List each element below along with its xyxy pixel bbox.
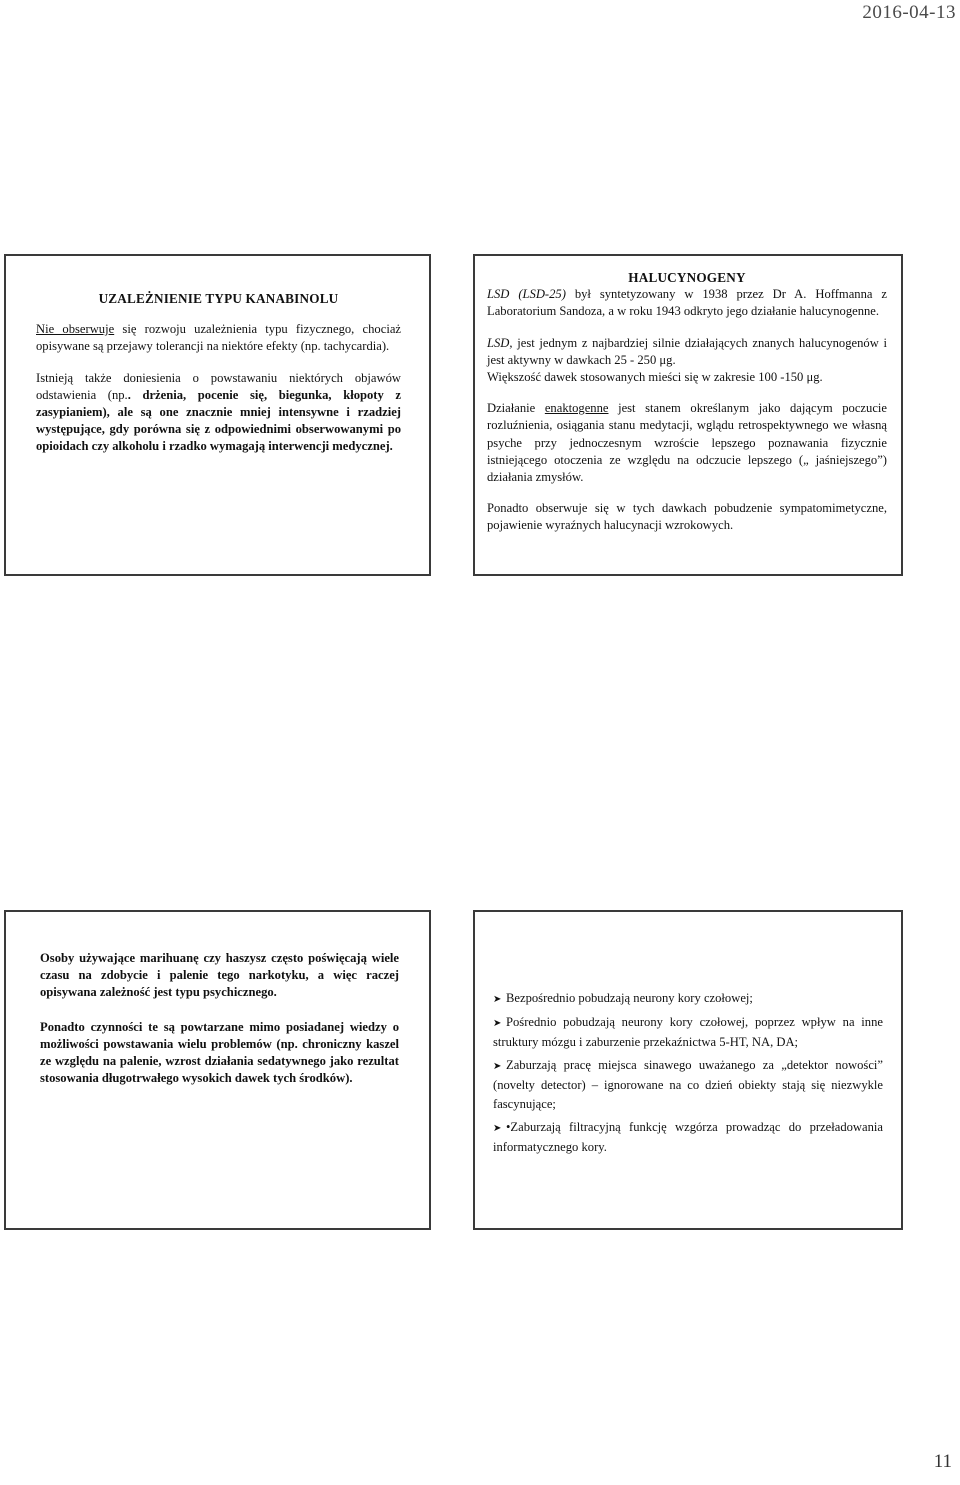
paragraph-text: Działanie (487, 401, 545, 416)
list-item (493, 1056, 883, 1114)
paragraph-text: jest stanem określanym jako dającym poczucie rozluźnienia, osiągania stanu medytacji, wglądu retrospektywnego we własną psyche przy jednoczesnym wzroście lepszego poznawania fizycznie istniejącego otoczenia ze względu na odczucie lepszego („ jaśniejszego”) działania zmysłów. (487, 401, 887, 485)
paragraph (487, 335, 887, 369)
paragraph-text: był syntetyzowany w 1938 przez Dr A. Hoffmanna z Laboratorium Sandoza, a w roku 1943 odkryto jego działanie halucynogenne. (487, 287, 887, 319)
paragraph-text: Istnieją także doniesienia o powstawaniu niektórych objawów odstawienia (np. (36, 370, 401, 402)
paragraph: Ponadto czynności te są powtarzane mimo posiadanej wiedzy o możliwości powstawania wielu problemów (np. chroniczny kaszel ze względu na palenie, wzrost działania sedatywnego jako rezultat stosowania długotrwałego wysokich dawek tych środków). (40, 1019, 399, 1086)
list-item (493, 1013, 883, 1052)
paragraph (487, 400, 887, 486)
slide-uzaleznienie-psychiczne (4, 910, 431, 1230)
list-item-text: •Zaburzają filtracyjną funkcję wzgórza prowadząc do przeładowania informatycznego kory. (493, 1120, 883, 1154)
paragraph (36, 370, 401, 456)
paragraph-text: się rozwoju uzależnienia typu fizycznego, chociaż opisywane są przejawy tolerancji na niektóre efekty (np. tachycardia). (36, 322, 401, 354)
page-date: 2016-04-13 (862, 2, 956, 23)
arrowhead-bullet-icon: ➤ (493, 1061, 502, 1072)
slide-mechanizmy-dzialania (473, 910, 903, 1230)
underlined-term: enaktogenne (544, 401, 609, 416)
slide-halucynogeny (473, 254, 903, 576)
paragraph-text: jest jednym z najbardziej silnie działających znanych halucynogenów i jest aktywny w dawkach 25 - 250 μg. (487, 335, 887, 367)
list-item (493, 1118, 883, 1157)
paragraph (36, 321, 401, 355)
arrowhead-bullet-icon: ➤ (493, 1123, 502, 1134)
paragraph: Ponadto obserwuje się w tych dawkach pobudzenie sympatomimetyczne, pojawienie wyraźnych halucynacji wzrokowych. (487, 501, 887, 533)
paragraph (487, 286, 887, 320)
list-item (493, 989, 883, 1009)
paragraph: Większość dawek stosowanych mieści się w zakresie 100 -150 μg. (487, 370, 823, 385)
slide-kanabinol (4, 254, 431, 576)
list-item-text: Zaburzają pracę miejsca sinawego uważanego za „detektor nowości” (novelty detector) – ignorowane na co dzień obiekty stają się niezwykle fascynujące; (493, 1058, 883, 1111)
list-item-text: Pośrednio pobudzają neurony kory czołowej, poprzez wpływ na inne struktury mózgu i zaburzenie przekaźnictwa 5-HT, NA, DA; (493, 1015, 883, 1049)
paragraph: Osoby używające marihuanę czy haszysz często poświęcają wiele czasu na zdobycie i palenie tego narkotyku, a więc raczej opisywana zależność jest typu psychicznego. (40, 951, 399, 1000)
italic-term: LSD (LSD-25) (487, 287, 566, 302)
underlined-phrase: Nie obserwuje (36, 322, 115, 337)
arrowhead-bullet-icon: ➤ (493, 1018, 502, 1029)
page-number: 11 (933, 1451, 952, 1472)
slide-title: UZALEŻNIENIE TYPU KANABINOLU (98, 291, 339, 306)
paragraph-bold-text: . drżenia, pocenie się, biegunka, kłopoty z zasypianiem), ale są one znacznie mniej intensywne i rzadziej występujące, gdy porówna się z odpowiednimi obserwowanymi po opioidach czy alkoholu i rzadko wymagają interwencji medycznej. (36, 387, 401, 454)
arrowhead-bullet-icon: ➤ (493, 994, 502, 1005)
slide-title: HALUCYNOGENY (628, 270, 746, 285)
list-item-text: Bezpośrednio pobudzają neurony kory czołowej; (506, 991, 753, 1005)
italic-term: LSD, (487, 335, 513, 350)
